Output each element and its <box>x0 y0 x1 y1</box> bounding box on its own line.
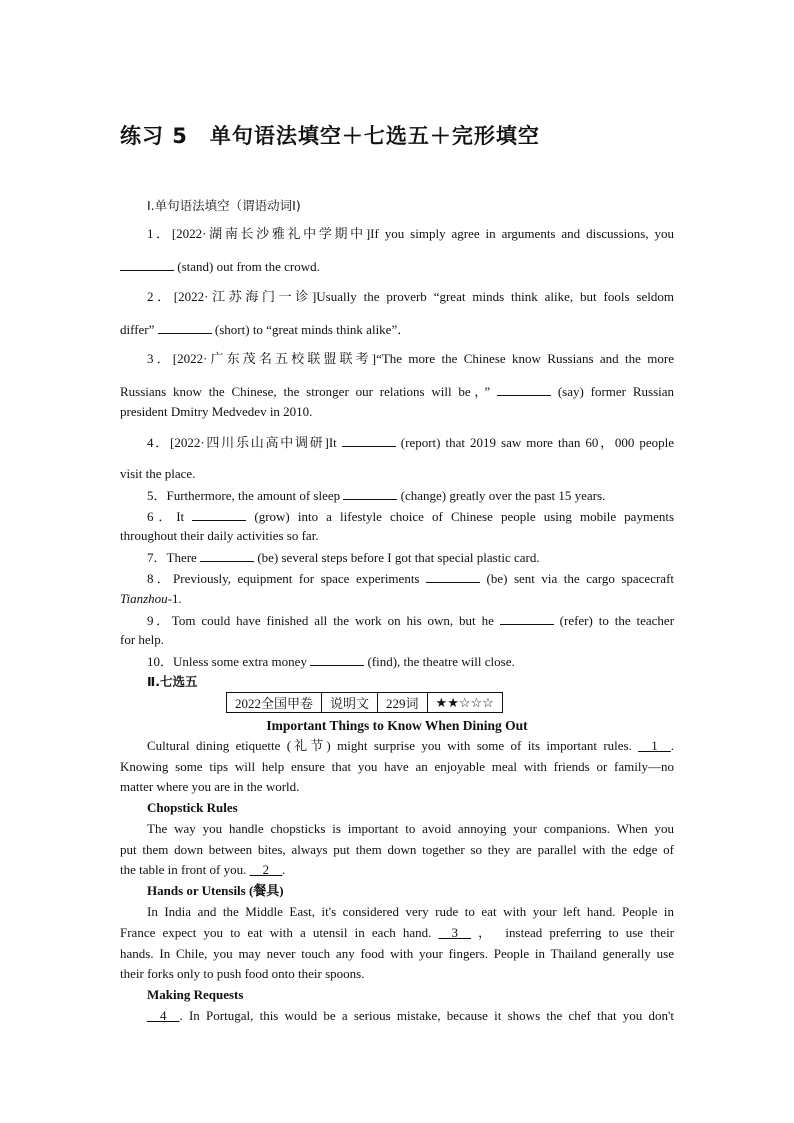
q3-line2: Russians know the Chinese, the stronger our relations will be，” (say) former Russian <box>120 384 675 399</box>
p4-line1: __4__. In Portugal, this would be a serious mistake, because it shows the chef that you don't <box>147 1008 674 1023</box>
answer-blank[interactable] <box>310 653 364 666</box>
gap-4[interactable]: __4__ <box>147 1008 180 1023</box>
heading-chopstick-rules: Chopstick Rules <box>147 800 238 815</box>
p1-line1: Cultural dining etiquette (礼节) might surprise you with some of its important rules. __1__. <box>147 738 674 753</box>
heading-making-requests: Making Requests <box>147 987 244 1002</box>
q9-line2: for help. <box>120 632 165 647</box>
q6-line1: 6．It (grow) into a lifestyle choice of Chinese people using mobile payments <box>147 509 675 524</box>
q2-line2: differ” (short) to “great minds think alike”． <box>120 322 411 337</box>
answer-blank[interactable] <box>343 487 397 500</box>
p2-line1: The way you handle chopsticks is important to avoid annoying your companions. When you <box>147 821 674 836</box>
q10: 10．Unless some extra money (find), the theatre will close. <box>147 654 515 669</box>
answer-blank[interactable] <box>192 508 246 521</box>
q9-line1: 9．Tom could have finished all the work on his own, but he (refer) to the teacher <box>147 613 675 628</box>
answer-blank[interactable] <box>497 383 551 396</box>
answer-blank[interactable] <box>426 570 480 583</box>
article-title: Important Things to Know When Dining Out <box>266 718 528 733</box>
p1-line3: matter where you are in the world. <box>120 779 300 794</box>
info-genre: 说明文 <box>322 693 378 713</box>
q1-line2: (stand) out from the crowd. <box>120 258 674 275</box>
answer-blank[interactable] <box>120 258 174 271</box>
p2-line3: the table in front of you. __2__. <box>120 862 286 877</box>
answer-blank[interactable] <box>342 434 396 447</box>
info-word-count: 229词 <box>378 693 428 713</box>
p3-line3: hands. In Chile, you may never touch any food with your fingers. People in Thailand generally use <box>120 946 674 961</box>
p3-line4: their forks only to push food onto their spoons. <box>120 966 365 981</box>
passage-info-table <box>226 692 503 713</box>
q8-line1: 8．Previously, equipment for space experiments (be) sent via the cargo spacecraft <box>147 571 675 586</box>
p3-line2: France expect you to eat with a utensil in each hand. __3__ ， instead preferring to use their <box>120 925 675 940</box>
gap-1[interactable]: __1__ <box>638 738 671 753</box>
q4-line2: visit the place. <box>120 466 196 481</box>
p2-line2: put them down between bites, always put them down together so they are parallel with the edge of <box>120 842 674 857</box>
section1-heading: Ⅰ.单句语法填空（谓语动词Ⅰ) <box>147 198 301 213</box>
gap-3[interactable]: __3__ <box>438 925 472 940</box>
q6-line2: throughout their daily activities so far. <box>120 528 319 543</box>
page-title: 练习 5 单句语法填空＋七选五＋完形填空 <box>120 124 540 148</box>
heading-hands-or-utensils: Hands or Utensils (餐具) <box>147 883 284 898</box>
q1-line1: 1．[2022·湖南长沙雅礼中学期中]If you simply agree in arguments and discussions, you <box>147 226 674 241</box>
q3-line3: president Dmitry Medvedev in 2010. <box>120 404 313 419</box>
answer-blank[interactable] <box>158 321 212 334</box>
q5: 5．Furthermore, the amount of sleep (change) greatly over the past 15 years. <box>147 488 606 503</box>
p1-line2: Knowing some tips will help ensure that you have an enjoyable meal with friends or family—no <box>120 759 674 774</box>
answer-blank[interactable] <box>500 612 554 625</box>
gap-2[interactable]: __2__ <box>249 862 283 877</box>
q7: 7．There (be) several steps before I got that special plastic card. <box>147 550 540 565</box>
info-source: 2022全国甲卷 <box>227 693 322 713</box>
p3-line1: In India and the Middle East, it's considered very rude to eat with your left hand. People in <box>147 904 674 919</box>
section2-heading: Ⅱ.七选五 <box>147 674 198 689</box>
q8-line2: Tianzhou-1. <box>120 591 182 606</box>
q4-line1: 4．[2022·四川乐山高中调研]It (report) that 2019 saw more than 60，000 people <box>147 435 675 450</box>
info-difficulty: ★★☆☆☆ <box>427 693 502 713</box>
q3-line1: 3．[2022·广东茂名五校联盟联考]“The more the Chinese know Russians and the more <box>147 351 674 366</box>
answer-blank[interactable] <box>200 549 254 562</box>
q2-line1: 2．[2022·江苏海门一诊]Usually the proverb “great minds think alike, but fools seldom <box>147 289 674 304</box>
